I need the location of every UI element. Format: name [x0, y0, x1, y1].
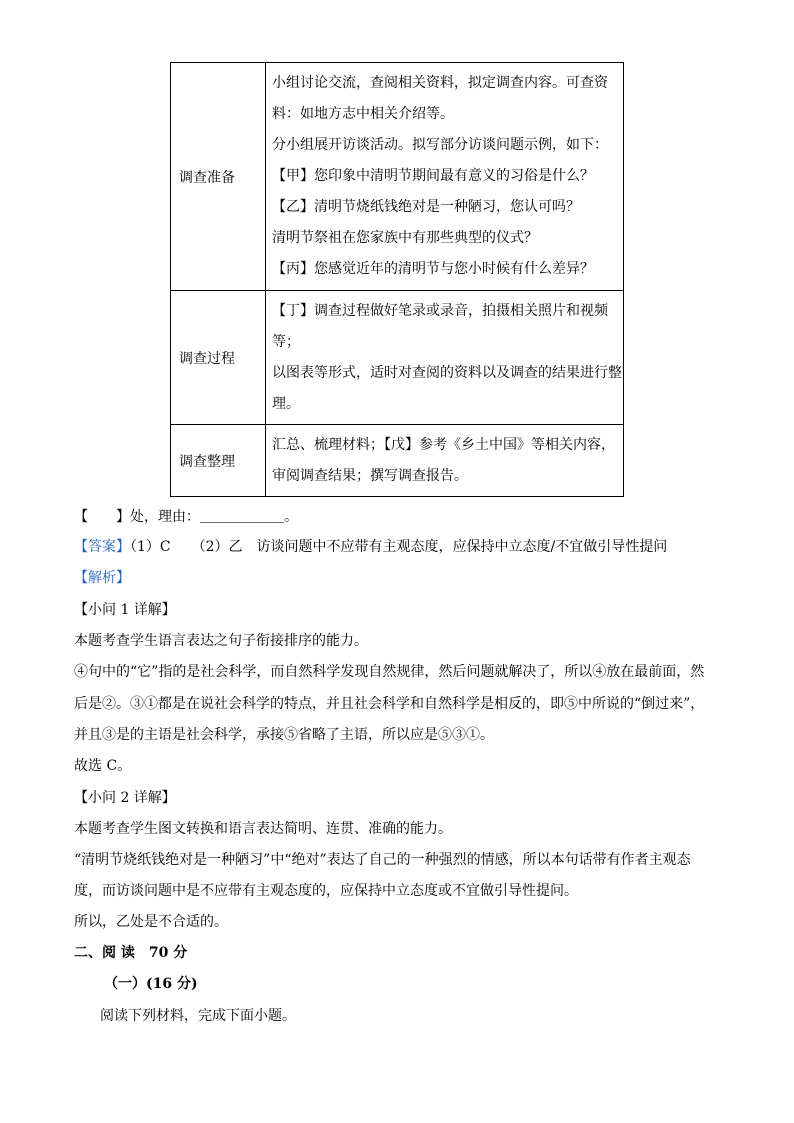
q1-paragraph: 故选 C。	[74, 758, 132, 774]
row-label: 调查过程	[171, 291, 266, 425]
q2-heading: 【小问 2 详解】	[74, 790, 176, 806]
fill-blank-line: 【 】处，理由：＿＿＿＿＿＿。	[74, 509, 298, 525]
row-label: 调查准备	[171, 63, 266, 291]
content-line: 分小组展开访谈活动。拟写部分访谈问题示例，如下：	[272, 137, 608, 153]
answer-line	[74, 537, 667, 557]
table-row	[171, 63, 624, 291]
q1-heading: 【小问 1 详解】	[74, 602, 176, 618]
section-title: 二、阅 读 70 分	[74, 945, 188, 961]
q2-paragraph: “清明节烧纸钱绝对是一种陋习”中“绝对”表达了自己的一种强烈的情感，所以本句话带有作者主观态	[74, 852, 691, 868]
content-line: 理。	[272, 395, 300, 412]
content-line: 小组讨论交流，查阅相关资料，拟定调查内容。可查资	[272, 75, 608, 91]
q2-paragraph: 本题考查学生图文转换和语言表达简明、连贯、准确的能力。	[74, 821, 452, 837]
content-line: 【丁】调查过程做好笔录或录音，拍摄相关照片和视频	[272, 302, 608, 319]
content-line: 等；	[272, 333, 300, 350]
row-content	[266, 63, 624, 291]
table-row	[171, 425, 624, 497]
q1-paragraph: 本题考查学生语言表达之句子衔接排序的能力。	[74, 633, 368, 649]
q2-paragraph: 所以，乙处是不合适的。	[74, 914, 228, 930]
row-content	[266, 291, 624, 425]
q1-paragraph: 并且③是的主语是社会科学，承接⑤省略了主语，所以应是⑤③①。	[74, 727, 494, 743]
q1-paragraph: 后是②。③①都是在说社会科学的特点，并且社会科学和自然科学是相反的，即⑤中所说的“倒过来”，	[74, 696, 705, 712]
content-line: 以图表等形式，适时对查阅的资料以及调查的结果进行整	[272, 364, 622, 381]
content-line: 清明节祭祖在您家族中有那些典型的仪式？	[272, 230, 538, 246]
row-label: 调查整理	[171, 425, 266, 497]
section-subtitle: （一）(16 分)	[104, 976, 198, 992]
content-line: 【丙】您感觉近年的清明节与您小时候有什么差异？	[272, 261, 594, 277]
content-line: 料：如地方志中相关介绍等。	[272, 106, 454, 122]
survey-table	[170, 62, 624, 497]
content-line: 【乙】清明节烧纸钱绝对是一种陋习，您认可吗？	[272, 199, 580, 215]
table-row	[171, 291, 624, 425]
content-line: 【甲】您印象中清明节期间最有意义的习俗是什么？	[272, 168, 594, 184]
answer-text: （1）C （2）乙 访谈问题中不应带有主观态度，应保持中立态度/不宜做引导性提问	[130, 539, 668, 555]
analysis-tag: 【解析】	[74, 570, 130, 586]
q2-paragraph: 度，而访谈问题中是不应带有主观态度的，应保持中立态度或不宜做引导性提问。	[74, 883, 578, 899]
content-line: 汇总、梳理材料；【戊】参考《乡土中国》等相关内容，	[272, 436, 615, 453]
instruction-text: 阅读下列材料，完成下面小题。	[100, 1008, 296, 1024]
q1-paragraph: ④句中的“它”指的是社会科学，而自然科学发现自然规律，然后问题就解决了，所以④放在最前面，然	[74, 664, 705, 680]
row-content	[266, 425, 624, 497]
content-line: 审阅调查结果；撰写调查报告。	[272, 467, 468, 484]
answer-tag: 【答案】	[74, 539, 130, 555]
